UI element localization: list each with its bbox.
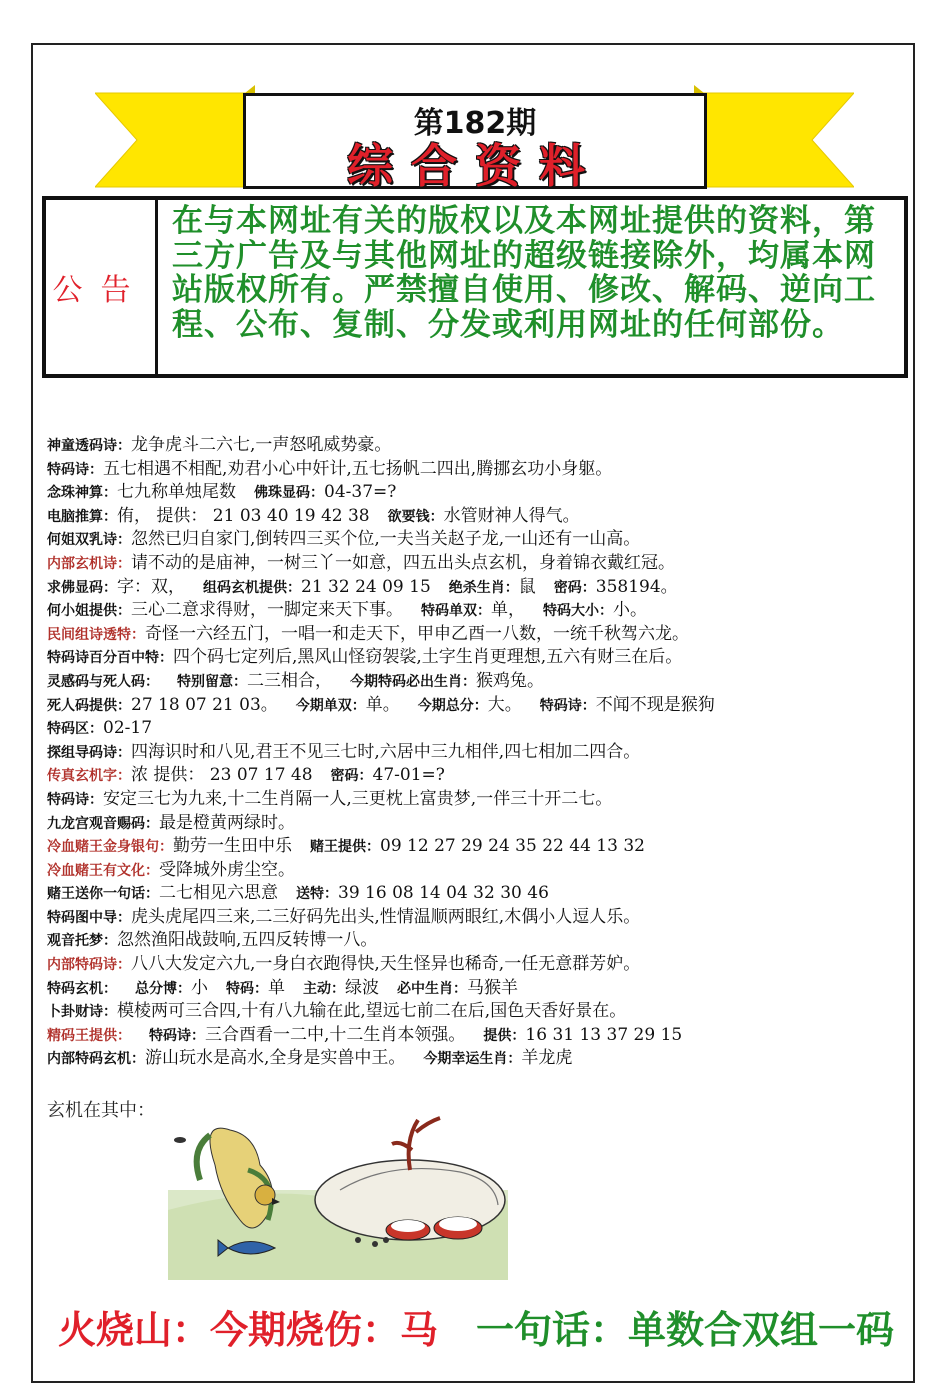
- info-line: [47, 977, 907, 1001]
- line-key: 特别留意：: [177, 673, 247, 690]
- info-line: [47, 859, 907, 883]
- notice-label: 公告: [46, 200, 158, 374]
- line-key: 冷血赌王有文化：: [47, 862, 159, 879]
- line-value: 16 31 13 37 29 15: [525, 1024, 683, 1045]
- line-value: 奇怪一六经五门，一唱一和走天下，甲申乙酉一八数，一统千秋驾六龙。: [145, 623, 689, 644]
- line-value: 二七相见六思意: [159, 883, 278, 904]
- line-key: 特码诗：: [539, 697, 596, 714]
- line-value: 猴鸡兔。: [476, 670, 544, 691]
- info-line: [47, 1047, 907, 1071]
- line-key: 特码诗：: [149, 1027, 205, 1044]
- info-line: [47, 670, 907, 694]
- info-line: [47, 764, 907, 788]
- line-key: 特码图中导：: [47, 909, 131, 926]
- line-value: 绿波: [345, 977, 379, 998]
- line-value: 四个码七定列后,黑风山怪窃袈裟,土字生肖更理想,五六有财三在后。: [173, 647, 683, 668]
- line-key: 灵感码与死人码：: [47, 673, 159, 690]
- line-value: 27 18 07 21 03。: [131, 694, 278, 715]
- footer: [58, 1300, 918, 1360]
- line-key: 特码诗：: [47, 791, 103, 808]
- line-value: 单，: [491, 600, 525, 621]
- line-key: 念珠神算：: [47, 485, 117, 502]
- line-value: 单。: [365, 694, 400, 715]
- issue-number: 第182期: [413, 106, 537, 141]
- line-value: 字：双，: [117, 576, 185, 597]
- line-key: 内部特码诗：: [47, 957, 131, 974]
- line-key: 何姐双乳诗：: [47, 532, 131, 549]
- line-key: 欲要钱：: [387, 508, 444, 525]
- line-value: 三心二意求得财，一脚定来天下事。: [131, 600, 403, 621]
- line-key: 特码单双：: [421, 603, 491, 620]
- right-ribbon: [694, 85, 854, 195]
- line-value: 单: [268, 977, 285, 998]
- info-line: [47, 623, 907, 647]
- info-line: [47, 458, 907, 482]
- line-key: 冷血赌王金身银句：: [47, 839, 173, 856]
- line-value: 羊龙虎: [521, 1048, 573, 1069]
- line-key: 赌王提供：: [310, 839, 380, 856]
- info-line: [47, 599, 907, 623]
- line-key: 赌王送你一句话：: [47, 886, 159, 903]
- info-line: [47, 528, 907, 552]
- line-value: 龙争虎斗二六七,一声怒吼威势豪。: [131, 435, 392, 455]
- line-value: 七九称单烛尾数: [117, 482, 236, 503]
- line-value: 小。: [613, 600, 647, 621]
- main-title: 综合资料: [347, 139, 603, 193]
- info-line: [47, 882, 907, 906]
- line-value: 21 32 24 09 15: [301, 576, 431, 597]
- line-key: 九龙宫观音赐码：: [47, 815, 159, 832]
- line-value: 浓 提供： 23 07 17 48: [131, 765, 313, 786]
- line-value: 二三相合，: [247, 670, 332, 691]
- line-value: 水管财神人得气。: [443, 505, 580, 526]
- line-value: 大。: [487, 694, 522, 715]
- line-value: 受降城外虏尘空。: [159, 859, 295, 880]
- line-value: 02-17: [103, 718, 153, 739]
- info-line: [47, 1000, 907, 1024]
- info-line: [47, 906, 907, 930]
- line-value: 忽然已归自家门,倒转四三买个位,一夫当关赵子龙,一山还有一山高。: [131, 529, 641, 550]
- line-key: 神童透码诗：: [47, 438, 131, 454]
- line-value: 马猴羊: [467, 977, 518, 998]
- info-line: [47, 1024, 907, 1048]
- line-value: 侑， 提供： 21 03 40 19 42 38: [117, 505, 370, 526]
- line-key: 总分博：: [135, 980, 191, 997]
- line-value: 三合酉看一二中,十二生肖本领强。: [205, 1024, 466, 1045]
- line-value: 47-01=?: [372, 765, 445, 786]
- line-value: 八八大发定六九,一身白衣跑得快,天生怪异也稀奇,一任无意群芳妒。: [131, 954, 641, 975]
- info-line: [47, 929, 907, 953]
- line-key: 必中生肖：: [397, 980, 467, 997]
- line-value: 四海识时和八见,君王不见三七时,六居中三九相伴,四七相加二四合。: [131, 741, 641, 762]
- line-key: 特码：: [226, 980, 268, 997]
- line-value: 虎头虎尾四三来,二三好码先出头,性情温顺两眼红,木偶小人逗人乐。: [131, 906, 641, 927]
- line-key: 提供：: [483, 1027, 526, 1044]
- line-key: 今期特码必出生肖：: [350, 673, 476, 690]
- line-key: 特码区：: [47, 721, 103, 738]
- notice-box: [42, 196, 908, 378]
- line-key: 密码：: [553, 579, 596, 596]
- info-line: [47, 481, 907, 505]
- line-key: 内部特码玄机：: [47, 1051, 145, 1068]
- line-key: 主动：: [303, 980, 345, 997]
- info-line: [47, 646, 907, 670]
- line-value: 勤劳一生田中乐: [173, 836, 292, 857]
- line-value: 请不动的是庙神，一树三丫一如意，四五出头点玄机，身着锦衣戴红冠。: [131, 552, 675, 573]
- left-ribbon: [95, 85, 255, 195]
- notice-text: 在与本网址有关的版权以及本网址提供的资料，第三方广告及与其他网址的超级链接除外，均属本网站版权所有。严禁擅自使用、修改、解码、逆向工程、公布、复制、分发或利用网址的任何部份。: [172, 203, 876, 343]
- line-key: 探组导码诗：: [47, 744, 131, 761]
- info-line: [47, 694, 907, 718]
- title-box: [243, 93, 707, 193]
- line-key: 特码大小：: [543, 603, 613, 620]
- line-key: 佛珠显码：: [254, 485, 324, 502]
- line-value: 不闻不现是猴狗: [595, 694, 715, 715]
- info-line: [47, 505, 907, 529]
- line-value: 忽然渔阳战鼓响,五四反转博一八。: [117, 930, 378, 951]
- line-key: 电脑推算：: [47, 508, 117, 525]
- line-key: 组码玄机提供：: [203, 579, 301, 596]
- line-key: 今期单双：: [295, 697, 366, 714]
- line-value: 安定三七为九来,十二生肖隔一人,三更枕上富贵梦,一伴三十开二七。: [103, 788, 613, 809]
- info-line: [47, 835, 907, 859]
- line-key: 绝杀生肖：: [448, 579, 519, 596]
- line-value: 鼠: [518, 576, 536, 597]
- line-key: 卜卦财诗：: [47, 1004, 117, 1021]
- line-value: 04-37=?: [324, 482, 397, 503]
- line-value: 游山玩水是高水,全身是实兽中王。: [145, 1048, 406, 1069]
- line-key: 密码：: [330, 768, 373, 785]
- line-value: 09 12 27 29 24 35 22 44 13 32: [380, 836, 645, 857]
- info-line: [47, 576, 907, 600]
- line-key: 精码王提供：: [47, 1027, 131, 1044]
- line-value: 小: [191, 977, 208, 998]
- info-lines: [47, 434, 907, 1071]
- line-key: 观音托梦：: [47, 933, 117, 950]
- line-value: 358194。: [595, 576, 678, 597]
- line-key: 送特：: [296, 886, 338, 903]
- info-line: [47, 812, 907, 836]
- line-key: 今期总分：: [417, 697, 488, 714]
- footer-right: 一句话：单数合双组一码: [476, 1308, 895, 1352]
- info-line: [47, 434, 907, 458]
- info-line: [47, 953, 907, 977]
- info-line: [47, 788, 907, 812]
- line-key: 内部玄机诗：: [47, 555, 131, 572]
- line-key: 民间组诗透特：: [47, 626, 145, 643]
- line-key: 求佛显码：: [47, 579, 117, 596]
- riddle-illustration: [160, 1110, 520, 1280]
- line-key: 死人码提供：: [47, 697, 131, 714]
- info-line: [47, 741, 907, 765]
- line-key: 传真玄机字：: [47, 768, 131, 785]
- line-value: 39 16 08 14 04 32 30 46: [338, 883, 549, 904]
- line-value: 模棱两可三合四,十有八九输在此,望远七前二在后,国色天香好景在。: [117, 1001, 627, 1022]
- line-key: 特码诗：: [47, 461, 103, 478]
- line-value: 五七相遇不相配,劝君小心中奸计,五七扬帆二四出,腾挪玄功小身躯。: [103, 458, 613, 479]
- footer-left: 火烧山：今期烧伤：马: [58, 1308, 439, 1352]
- info-line: [47, 552, 907, 576]
- riddle-label: 玄机在其中：: [47, 1100, 155, 1121]
- info-line: [47, 717, 907, 741]
- line-value: 最是橙黄两绿时。: [159, 812, 295, 833]
- line-key: 特码玄机：: [47, 980, 117, 997]
- line-key: 今期幸运生肖：: [423, 1051, 522, 1068]
- line-key: 特码诗百分百中特：: [47, 650, 173, 667]
- line-key: 何小姐提供：: [47, 603, 131, 620]
